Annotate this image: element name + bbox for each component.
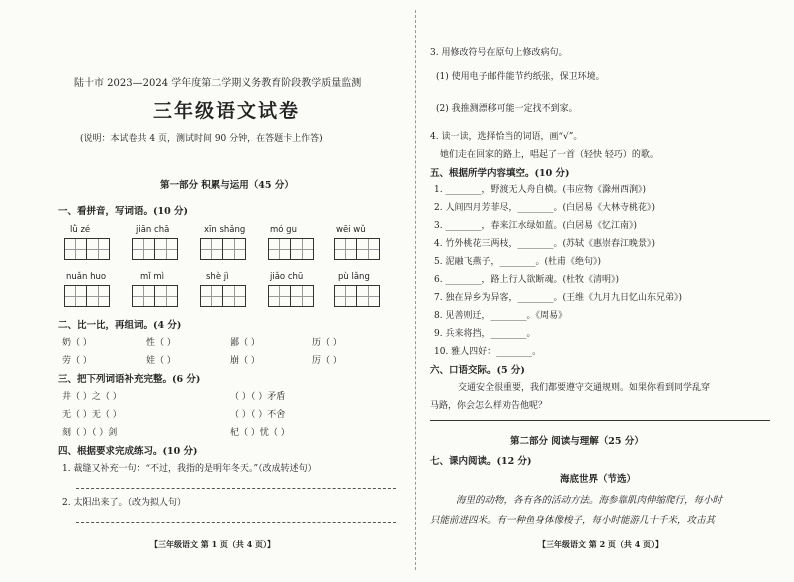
answer-line[interactable] — [430, 420, 770, 421]
pinyin: nuǎn huo — [66, 272, 107, 282]
writing-grid[interactable] — [132, 238, 178, 260]
q6-text: 交通安全很重要，我们都要遵守交通规则。如果你看到同学乱穿 — [458, 383, 711, 393]
pinyin: lǜ zé — [70, 225, 91, 235]
fill-item[interactable]: 3. ________，春来江水绿如蓝。(白居易《忆江南》) — [434, 221, 637, 231]
q4-item-3a: (1) 使用电子邮件能节约纸张，保卫环境。 — [436, 72, 605, 82]
q6-label: 六、口语交际。(5 分) — [430, 365, 525, 376]
page-footer: 【三年级语文 第 1 页（共 4 页）】 — [150, 539, 276, 549]
answer-line[interactable] — [76, 488, 396, 489]
fill-item[interactable]: 1. ________，野渡无人舟自横。(韦应物《滁州西涧》) — [434, 185, 646, 195]
writing-grid[interactable] — [64, 238, 110, 260]
pinyin: pù lǎng — [338, 272, 370, 282]
writing-grid[interactable] — [334, 285, 380, 307]
q2-label: 二、比一比，再组词。(4 分) — [58, 320, 182, 331]
pinyin: jiǎo chū — [270, 272, 304, 282]
fill-item[interactable]: 8. 见善则迁，________。《周易》 — [434, 311, 567, 321]
idiom-cell[interactable]: 井（ ）之（ ） — [62, 392, 122, 402]
answer-line[interactable] — [76, 522, 396, 523]
writing-grid[interactable] — [64, 285, 110, 307]
pinyin: mó gu — [270, 225, 297, 235]
q4-item-4-sentence[interactable]: 她们走在回家的路上，唱起了一首（轻快 轻巧）的歌。 — [440, 150, 659, 160]
q4-item-2: 2. 太阳出来了。（改为拟人句） — [62, 498, 186, 508]
writing-grid[interactable] — [268, 285, 314, 307]
idiom-cell[interactable]: 无（ ）无（ ） — [62, 410, 122, 420]
article-line: 海里的动物，各有各的活动方法。海参靠肌肉伸缩爬行，每小时 — [456, 495, 723, 506]
compare-cell[interactable]: 劳（ ） — [62, 356, 92, 366]
compare-cell[interactable]: 性（ ） — [146, 338, 176, 348]
idiom-cell[interactable]: （ ）（ ）不舍 — [230, 410, 286, 420]
idiom-cell[interactable]: 杞（ ）忧（ ） — [230, 428, 290, 438]
q7-label: 七、课内阅读。(12 分) — [430, 456, 532, 467]
fill-item[interactable]: 10. 雅人四好：________。 — [434, 347, 542, 357]
pinyin: xīn shǎng — [204, 225, 246, 235]
writing-grid[interactable] — [200, 285, 246, 307]
fill-item[interactable]: 2. 人间四月芳菲尽，________。(白居易《大林寺桃花》) — [434, 203, 655, 213]
exam-note: (说明：本试卷共 4 页，测试时间 90 分钟，在答题卡上作答) — [80, 134, 323, 144]
q4-label: 四、根据要求完成练习。(10 分) — [58, 446, 198, 457]
pinyin: jiān chā — [136, 225, 170, 235]
q4-item-1: 1. 裁缝又补充一句：“不过，我指的是明年冬天。”（改成转述句） — [62, 464, 317, 474]
fill-item[interactable]: 9. 兵来将挡，________。 — [434, 329, 536, 339]
q3-label: 三、把下列词语补充完整。(6 分) — [58, 374, 201, 385]
writing-grid[interactable] — [334, 238, 380, 260]
compare-cell[interactable]: 鄙（ ） — [230, 338, 260, 348]
idiom-cell[interactable]: （ ）（ ）矛盾 — [230, 392, 286, 402]
q4-item-3: 3. 用修改符号在原句上修改病句。 — [430, 48, 568, 58]
writing-grid[interactable] — [268, 238, 314, 260]
article-title: 海底世界（节选） — [560, 474, 637, 485]
exam-header-line: 陆十市 2023—2024 学年度第二学期义务教育阶段教学质量监测 — [74, 78, 362, 89]
q4-item-3b: (2) 我推测漂移可能一定找不到家。 — [436, 104, 578, 114]
compare-cell[interactable]: 奶（ ） — [62, 338, 92, 348]
page-footer: 【三年级语文 第 2 页（共 4 页）】 — [538, 539, 664, 549]
q5-label: 五、根据所学内容填空。(10 分) — [430, 168, 570, 179]
page-title: 三年级语文试卷 — [153, 100, 301, 122]
q4-item-4: 4. 读一读，选择恰当的词语，画“√”。 — [430, 132, 583, 142]
left-page — [58, 0, 403, 582]
compare-cell[interactable]: 厉（ ） — [312, 356, 342, 366]
pinyin: wēi wǔ — [336, 225, 366, 235]
fill-item[interactable]: 5. 泥融飞燕子，________。(杜甫《绝句》) — [434, 257, 601, 267]
idiom-cell[interactable]: 刻（ ）（ ）剑 — [62, 428, 118, 438]
compare-cell[interactable]: 崩（ ） — [230, 356, 260, 366]
right-page — [430, 0, 775, 582]
fill-item[interactable]: 7. 独在异乡为异客，________。(王维《九月九日忆山东兄弟》) — [434, 293, 682, 303]
pinyin: shè jì — [206, 272, 229, 282]
pinyin: mǐ mì — [140, 272, 164, 282]
fill-item[interactable]: 4. 竹外桃花三两枝，________。(苏轼《惠崇春江晚景》) — [434, 239, 655, 249]
q1-label: 一、看拼音，写词语。(10 分) — [58, 206, 189, 217]
compare-cell[interactable]: 历（ ） — [312, 338, 342, 348]
fill-item[interactable]: 6. ________，路上行人欲断魂。(杜牧《清明》) — [434, 275, 619, 285]
compare-cell[interactable]: 娃（ ） — [146, 356, 176, 366]
article-line: 只能前进四米。有一种鱼身体像梭子，每小时能游几十千米，攻击其 — [430, 515, 716, 526]
page-divider — [415, 10, 416, 570]
q6-text: 马路，你会怎么样劝告他呢？ — [430, 401, 548, 411]
part2-title: 第二部分 阅读与理解（25 分） — [510, 436, 644, 447]
writing-grid[interactable] — [200, 238, 246, 260]
writing-grid[interactable] — [132, 285, 178, 307]
part1-title: 第一部分 积累与运用（45 分） — [160, 180, 294, 191]
